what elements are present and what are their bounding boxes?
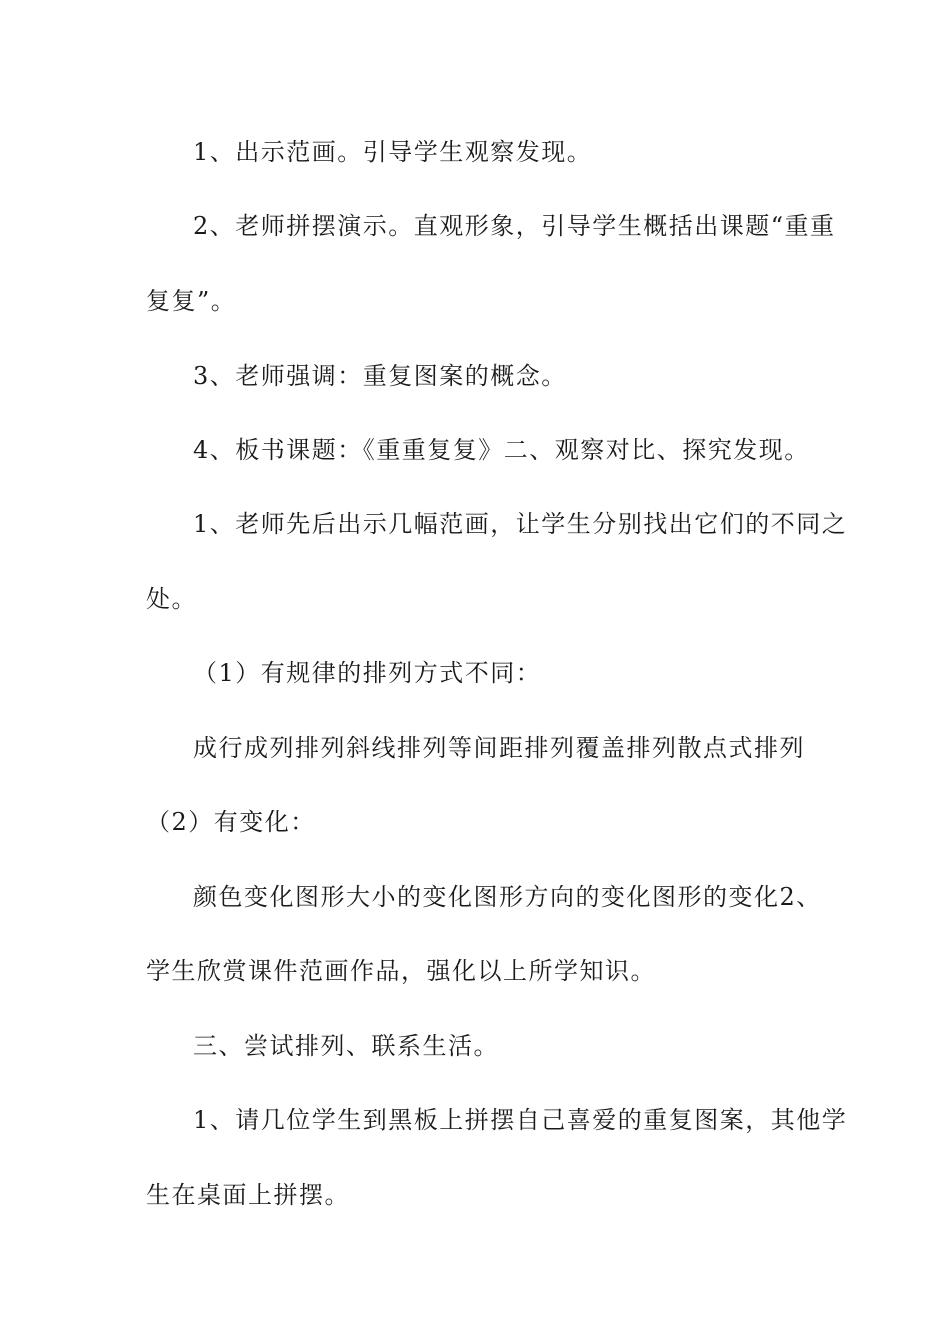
text-line: 成行成列排列斜线排列等间距排列覆盖排列散点式排列 (193, 734, 805, 762)
text-line: 1、老师先后出示几幅范画，让学生分别找出它们的不同之 (193, 510, 848, 538)
text-line: （2）有变化： (146, 808, 316, 836)
text-line: 颜色变化图形大小的变化图形方向的变化图形的变化2、 (193, 883, 822, 911)
text-line: 学生欣赏课件范画作品，强化以上所学知识。 (146, 957, 656, 985)
text-line: 复复”。 (146, 287, 237, 315)
text-line: 1、请几位学生到黑板上拼摆自己喜爱的重复图案，其他学 (193, 1106, 848, 1134)
text-line: 处。 (146, 585, 197, 613)
text-line: 3、老师强调：重复图案的概念。 (193, 362, 567, 390)
text-line: 2、老师拼摆演示。直观形象，引导学生概括出课题“重重 (193, 212, 836, 240)
text-line: 三、尝试排列、联系生活。 (193, 1032, 499, 1060)
text-line: （1）有规律的排列方式不同： (193, 659, 542, 687)
text-line: 1、出示范画。引导学生观察发现。 (193, 138, 593, 166)
text-line: 4、板书课题：《重重复复》二、观察对比、探究发现。 (193, 436, 810, 464)
text-line: 生在桌面上拼摆。 (146, 1181, 350, 1209)
